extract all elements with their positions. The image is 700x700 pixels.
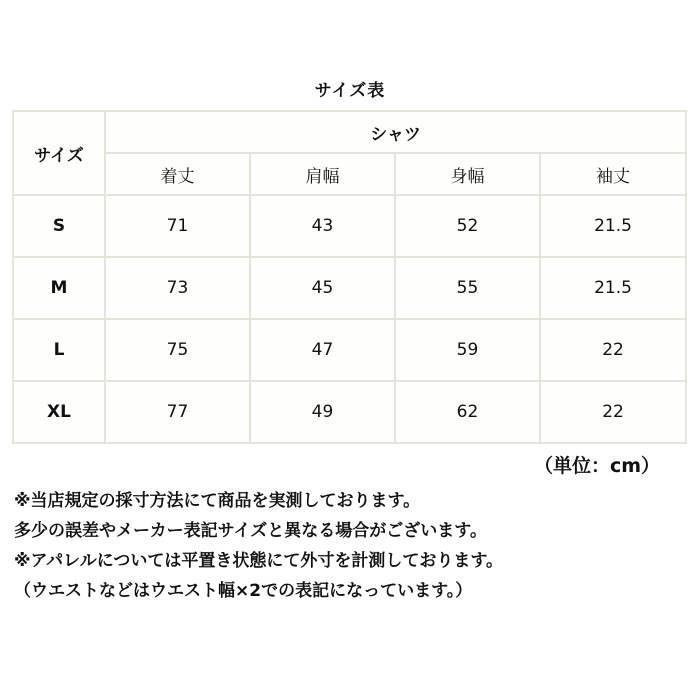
table-cell: 43 [250, 195, 395, 257]
size-column-header: サイズ [13, 111, 105, 195]
table-cell: 52 [395, 195, 540, 257]
table-cell: 49 [250, 381, 395, 443]
table-cell: 62 [395, 381, 540, 443]
table-header-row [13, 111, 686, 153]
table-cell: 21.5 [540, 195, 686, 257]
table-row [13, 319, 686, 381]
note-line: 多少の誤差やメーカー表記サイズと異なる場合がございます。 [14, 521, 487, 541]
size-label: XL [13, 381, 105, 443]
shirt-group-header: シャツ [105, 111, 686, 153]
size-label: L [13, 319, 105, 381]
notes [14, 486, 694, 606]
note-line: （ウエストなどはウエスト幅×2での表記になっています。） [14, 581, 473, 601]
table-cell: 21.5 [540, 257, 686, 319]
page-title: サイズ表 [314, 81, 386, 101]
column-header-length: 着丈 [105, 153, 250, 195]
column-header-chest: 身幅 [395, 153, 540, 195]
note-line: ※アパレルについては平置き状態にて外寸を計測しております。 [14, 551, 504, 571]
table-cell: 73 [105, 257, 250, 319]
table-row [13, 195, 686, 257]
size-label: M [13, 257, 105, 319]
table-cell: 75 [105, 319, 250, 381]
table-cell: 71 [105, 195, 250, 257]
table-cell: 22 [540, 381, 686, 443]
table-cell: 77 [105, 381, 250, 443]
column-header-shoulder: 肩幅 [250, 153, 395, 195]
size-table [12, 110, 687, 444]
table-cell: 47 [250, 319, 395, 381]
table-cell: 45 [250, 257, 395, 319]
note-line: ※当店規定の採寸方法にて商品を実測しております。 [14, 491, 421, 511]
table-row [13, 257, 686, 319]
table-cell: 59 [395, 319, 540, 381]
column-header-sleeve: 袖丈 [540, 153, 686, 195]
table-cell: 22 [540, 319, 686, 381]
table-row [13, 381, 686, 443]
table-subheader-row [13, 153, 686, 195]
table-cell: 55 [395, 257, 540, 319]
unit-label: （単位：cm） [533, 455, 660, 477]
size-label: S [13, 195, 105, 257]
